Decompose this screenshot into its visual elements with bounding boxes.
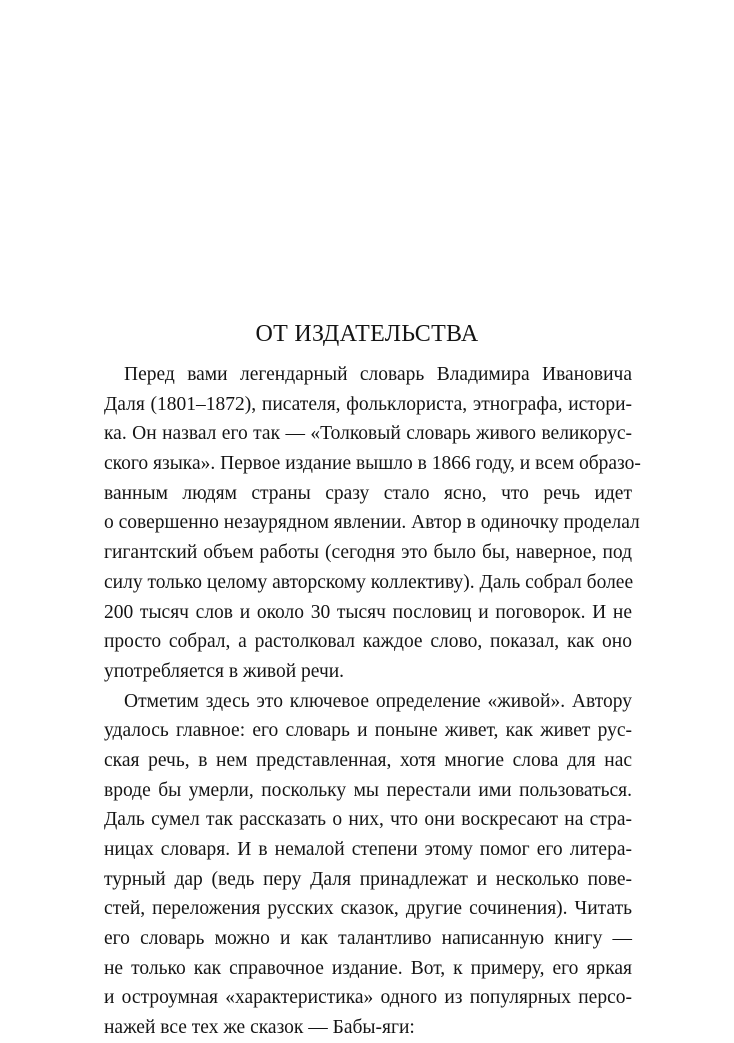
text-line: силу только целому авторскому коллективу). Даль собрал более — [104, 571, 634, 593]
text-line: просто собрал, а растолковал каждое слово, показал, как оно — [104, 631, 632, 653]
text-line: ка. Он назвал его так — «Толковый словарь живого великорус- — [104, 423, 632, 445]
text-line: о совершенно незаурядном явлении. Автор в одиночку проделал — [104, 512, 640, 534]
text-line: употребляется в живой речи. — [104, 660, 345, 682]
text-line: ванным людям страны сразу стало ясно, что речь идет — [104, 482, 632, 504]
text-line: ницах словаря. И в немалой степени этому помог его литера- — [104, 839, 632, 860]
page-title: ОТ ИЗДАТЕЛЬСТВА — [255, 321, 479, 347]
body-text — [104, 360, 641, 1043]
text-line: его словарь можно и как талантливо написанную книгу — — [104, 928, 632, 950]
text-line: стей, переложения русских сказок, другие сочинения). Читать — [104, 898, 632, 920]
text-line: ского языка». Первое издание вышло в 1866 году, и всем образо- — [104, 453, 641, 475]
text-line: вроде бы умерли, поскольку мы перестали ими пользоваться. — [104, 779, 632, 801]
text-line: Перед вами легендарный словарь Владимира Ивановича — [124, 364, 632, 385]
text-line: гигантский объем работы (сегодня это было бы, наверное, под — [104, 542, 632, 564]
text-line: нажей все тех же сказок — Бабы-яги: — [104, 1017, 415, 1039]
text-line: Отметим здесь это ключевое определение «живой». Автору — [124, 690, 632, 712]
text-line: Даля (1801–1872), писателя, фольклориста, этнографа, истори- — [104, 393, 632, 415]
text-line: не только как справочное издание. Вот, к примеру, его яркая — [104, 957, 632, 979]
text-line: 200 тысяч слов и около 30 тысяч пословиц и поговорок. И не — [104, 601, 632, 623]
paragraph-2 — [104, 687, 632, 1043]
text-line: и остроумная «характеристика» одного из популярных персо- — [104, 987, 632, 1009]
text-line: турный дар (ведь перу Даля принадлежат и несколько пове- — [104, 868, 632, 890]
text-line: Даль сумел так рассказать о них, что они воскресают на стра- — [104, 809, 632, 831]
text-line: ская речь, в нем представленная, хотя многие слова для нас — [104, 749, 632, 771]
paragraph-1 — [104, 360, 641, 687]
text-line: удалось главное: его словарь и поныне живет, как живет рус- — [104, 720, 632, 742]
